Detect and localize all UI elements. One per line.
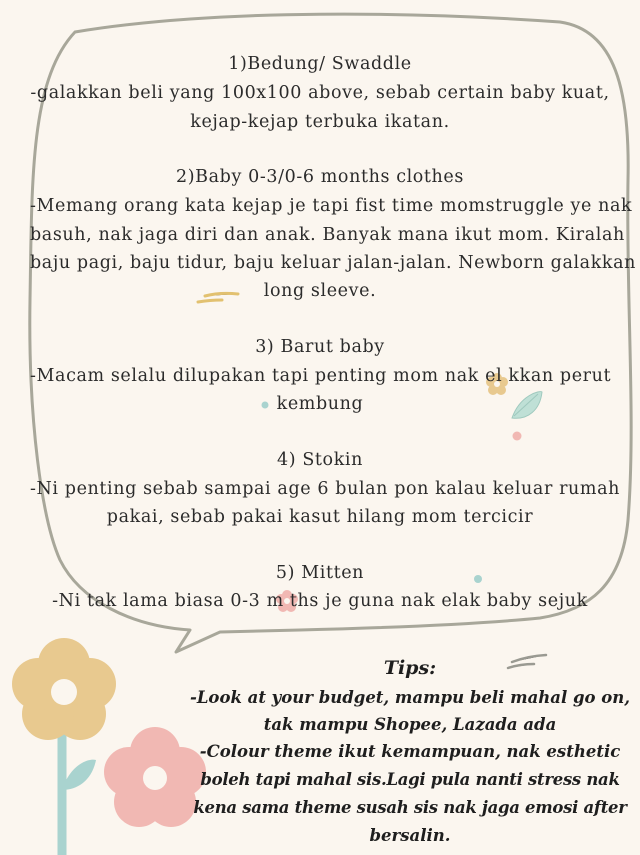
- body-text: -Ni tak lama biasa 0-3 m ths je guna nak elak baby sejuk: [52, 591, 588, 611]
- section-title-mitten: 5) Mitten: [275, 563, 365, 583]
- body-text: -Macam selalu dilupakan tapi penting mom nak el kkan perut: [30, 366, 612, 386]
- tips-text: bersalin.: [369, 826, 451, 845]
- body-text: kembung: [276, 394, 364, 414]
- dot-icon: [513, 432, 522, 441]
- section-title-clothes: 2)Baby 0-3/0-6 months clothes: [176, 167, 464, 187]
- section-title-stokin: 4) Stokin: [277, 450, 363, 470]
- body-text: long sleeve.: [263, 281, 377, 301]
- flower-stem-icon: [62, 720, 96, 855]
- body-text: -Memang orang kata kejap je tapi fist time momstruggle ye nak: [30, 196, 633, 216]
- tips-text: -Look at your budget, mampu beli mahal go on,: [189, 688, 631, 707]
- yellow-flower-icon: [12, 638, 116, 740]
- tips-text: boleh tapi mahal sis.Lagi pula nanti stress nak: [200, 770, 620, 789]
- body-text: -galakkan beli yang 100x100 above, sebab certain baby kuat,: [30, 83, 610, 103]
- tips-text: kena sama theme susah sis nak jaga emosi after: [193, 798, 627, 817]
- body-text: kejap-kejap terbuka ikatan.: [190, 112, 450, 132]
- section-title-barut: 3) Barut baby: [255, 337, 385, 357]
- tips-text: -Colour theme ikut kemampuan, nak esthetic: [199, 742, 621, 761]
- body-text: basuh, nak jaga diri dan anak. Banyak mana ikut mom. Kiralah: [30, 225, 625, 245]
- body-text: pakai, sebab pakai kasut hilang mom tercicir: [106, 507, 534, 527]
- tips-text: tak mampu Shopee, Lazada ada: [263, 715, 557, 734]
- tips-heading: Tips:: [383, 657, 437, 679]
- body-text: baju pagi, baju tidur, baju keluar jalan-jalan. Newborn galakkan: [30, 253, 637, 273]
- body-text: -Ni penting sebab sampai age 6 bulan pon kalau keluar rumah: [30, 479, 621, 499]
- section-title-swaddle: 1)Bedung/ Swaddle: [228, 54, 412, 74]
